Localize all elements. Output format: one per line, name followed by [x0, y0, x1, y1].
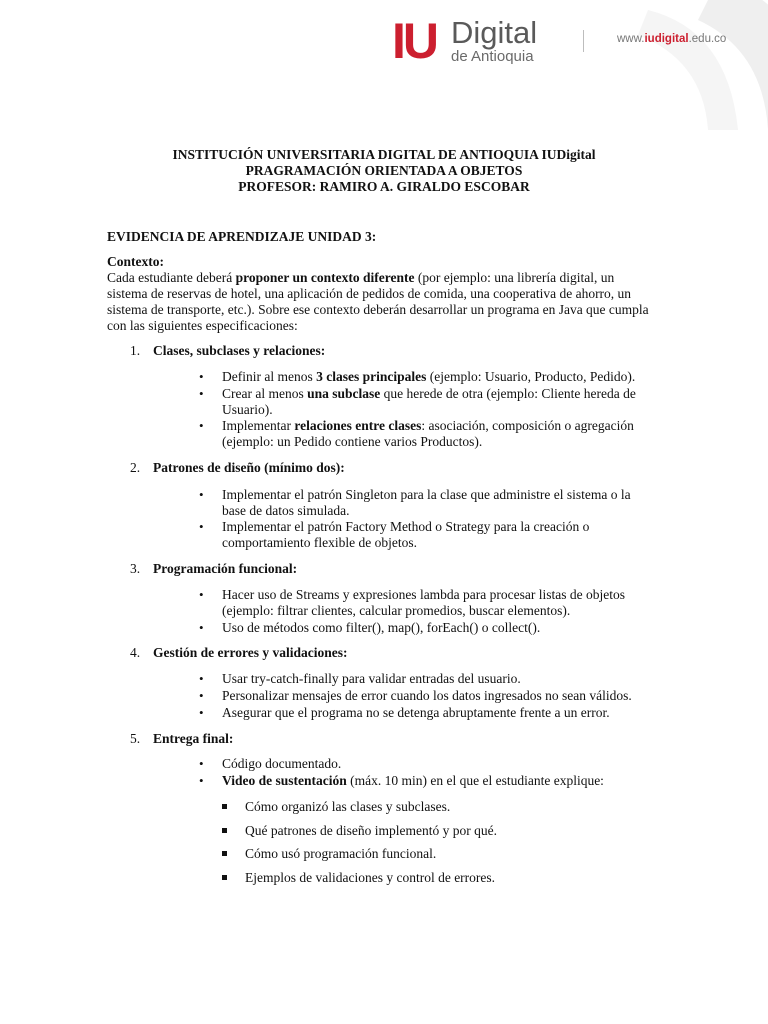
item-title: Programación funcional:: [153, 561, 298, 576]
item-number: 4.: [130, 645, 141, 660]
bullet-text: Crear al menos una subclase que herede de otra (ejemplo: Cliente hereda de: [222, 386, 636, 401]
course-title: PRAGRAMACIÓN ORIENTADA A OBJETOS: [245, 163, 523, 178]
bullet-glyph: •: [199, 688, 204, 703]
item-title: Patrones de diseño (mínimo dos):: [153, 460, 345, 475]
item-title: Entrega final:: [153, 731, 234, 746]
context-line-1: Cada estudiante deberá proponer un contexto diferente (por ejemplo: una librería digital, un: [107, 270, 615, 285]
logo-mark: IU: [392, 13, 436, 69]
bullet-text: Personalizar mensajes de error cuando los datos ingresados no sean válidos.: [222, 688, 632, 703]
bullet-glyph: •: [199, 773, 204, 788]
professor-line: PROFESOR: RAMIRO A. GIRALDO ESCOBAR: [238, 179, 530, 194]
logo-subtitle: de Antioquia: [451, 48, 534, 65]
context-label: Contexto:: [107, 254, 164, 269]
item-title: Gestión de errores y validaciones:: [153, 645, 348, 660]
bullet-text: Definir al menos 3 clases principales (ejemplo: Usuario, Producto, Pedido).: [222, 369, 636, 384]
bullet-glyph: •: [199, 671, 204, 686]
logo-divider: [583, 30, 584, 52]
bullet-glyph: •: [199, 756, 204, 771]
item-number: 5.: [130, 731, 141, 746]
bullet-text: Usar try-catch-finally para validar entradas del usuario.: [222, 671, 521, 686]
bullet-text-cont: (ejemplo: filtrar clientes, calcular promedios, buscar elementos).: [222, 603, 571, 618]
website-url: www.iudigital.edu.co: [617, 33, 727, 45]
bullet-glyph: •: [199, 705, 204, 720]
bullet-text: Hacer uso de Streams y expresiones lambda para procesar listas de objetos: [222, 587, 625, 602]
context-line-4: con las siguientes especificaciones:: [107, 318, 298, 333]
sub-bullet-text: Cómo organizó las clases y subclases.: [245, 799, 451, 814]
bullet-text-cont: (ejemplo: un Pedido contiene varios Productos).: [222, 434, 483, 449]
institution-title: INSTITUCIÓN UNIVERSITARIA DIGITAL DE ANTIOQUIA IUDigital: [172, 147, 596, 162]
item-title: Clases, subclases y relaciones:: [153, 343, 326, 358]
bullet-text: Implementar el patrón Factory Method o Strategy para la creación o: [222, 519, 590, 534]
bullet-glyph: •: [199, 519, 204, 534]
square-bullet-icon: [222, 851, 227, 856]
bullet-glyph: •: [199, 386, 204, 401]
context-line-2: sistema de reservas de hotel, una aplicación de pedidos de comida, una cooperativa de ahorro, un: [107, 286, 632, 301]
square-bullet-icon: [222, 828, 227, 833]
bullet-text: Uso de métodos como filter(), map(), forEach() o collect().: [222, 620, 541, 635]
bullet-text: Código documentado.: [222, 756, 342, 771]
square-bullet-icon: [222, 804, 227, 809]
bullet-text: Implementar el patrón Singleton para la clase que administre el sistema o la: [222, 487, 631, 502]
corner-decoration: [578, 0, 768, 130]
bullet-glyph: •: [199, 587, 204, 602]
square-bullet-icon: [222, 875, 227, 880]
context-line-3: sistema de transporte, etc.). Sobre ese contexto deberán desarrollar un programa en Java que cumpla: [107, 302, 649, 317]
bullet-text: Asegurar que el programa no se detenga abruptamente frente a un error.: [222, 705, 610, 720]
section-title: EVIDENCIA DE APRENDIZAJE UNIDAD 3:: [107, 229, 377, 244]
sub-bullet-text: Qué patrones de diseño implementó y por qué.: [245, 823, 497, 838]
bullet-glyph: •: [199, 369, 204, 384]
bullet-text: Video de sustentación (máx. 10 min) en el que el estudiante explique:: [222, 773, 604, 788]
item-number: 1.: [130, 343, 141, 358]
bullet-text-cont: Usuario).: [222, 402, 273, 417]
bullet-text-cont: base de datos simulada.: [222, 503, 350, 518]
bullet-glyph: •: [199, 620, 204, 635]
bullet-text-cont: comportamiento flexible de objetos.: [222, 535, 417, 550]
bullet-text: Implementar relaciones entre clases: asociación, composición o agregación: [222, 418, 634, 433]
item-number: 2.: [130, 460, 141, 475]
sub-bullet-text: Ejemplos de validaciones y control de errores.: [245, 870, 496, 885]
sub-bullet-text: Cómo usó programación funcional.: [245, 846, 437, 861]
bullet-glyph: •: [199, 418, 204, 433]
bullet-glyph: •: [199, 487, 204, 502]
item-number: 3.: [130, 561, 141, 576]
logo-name: Digital: [451, 15, 538, 50]
